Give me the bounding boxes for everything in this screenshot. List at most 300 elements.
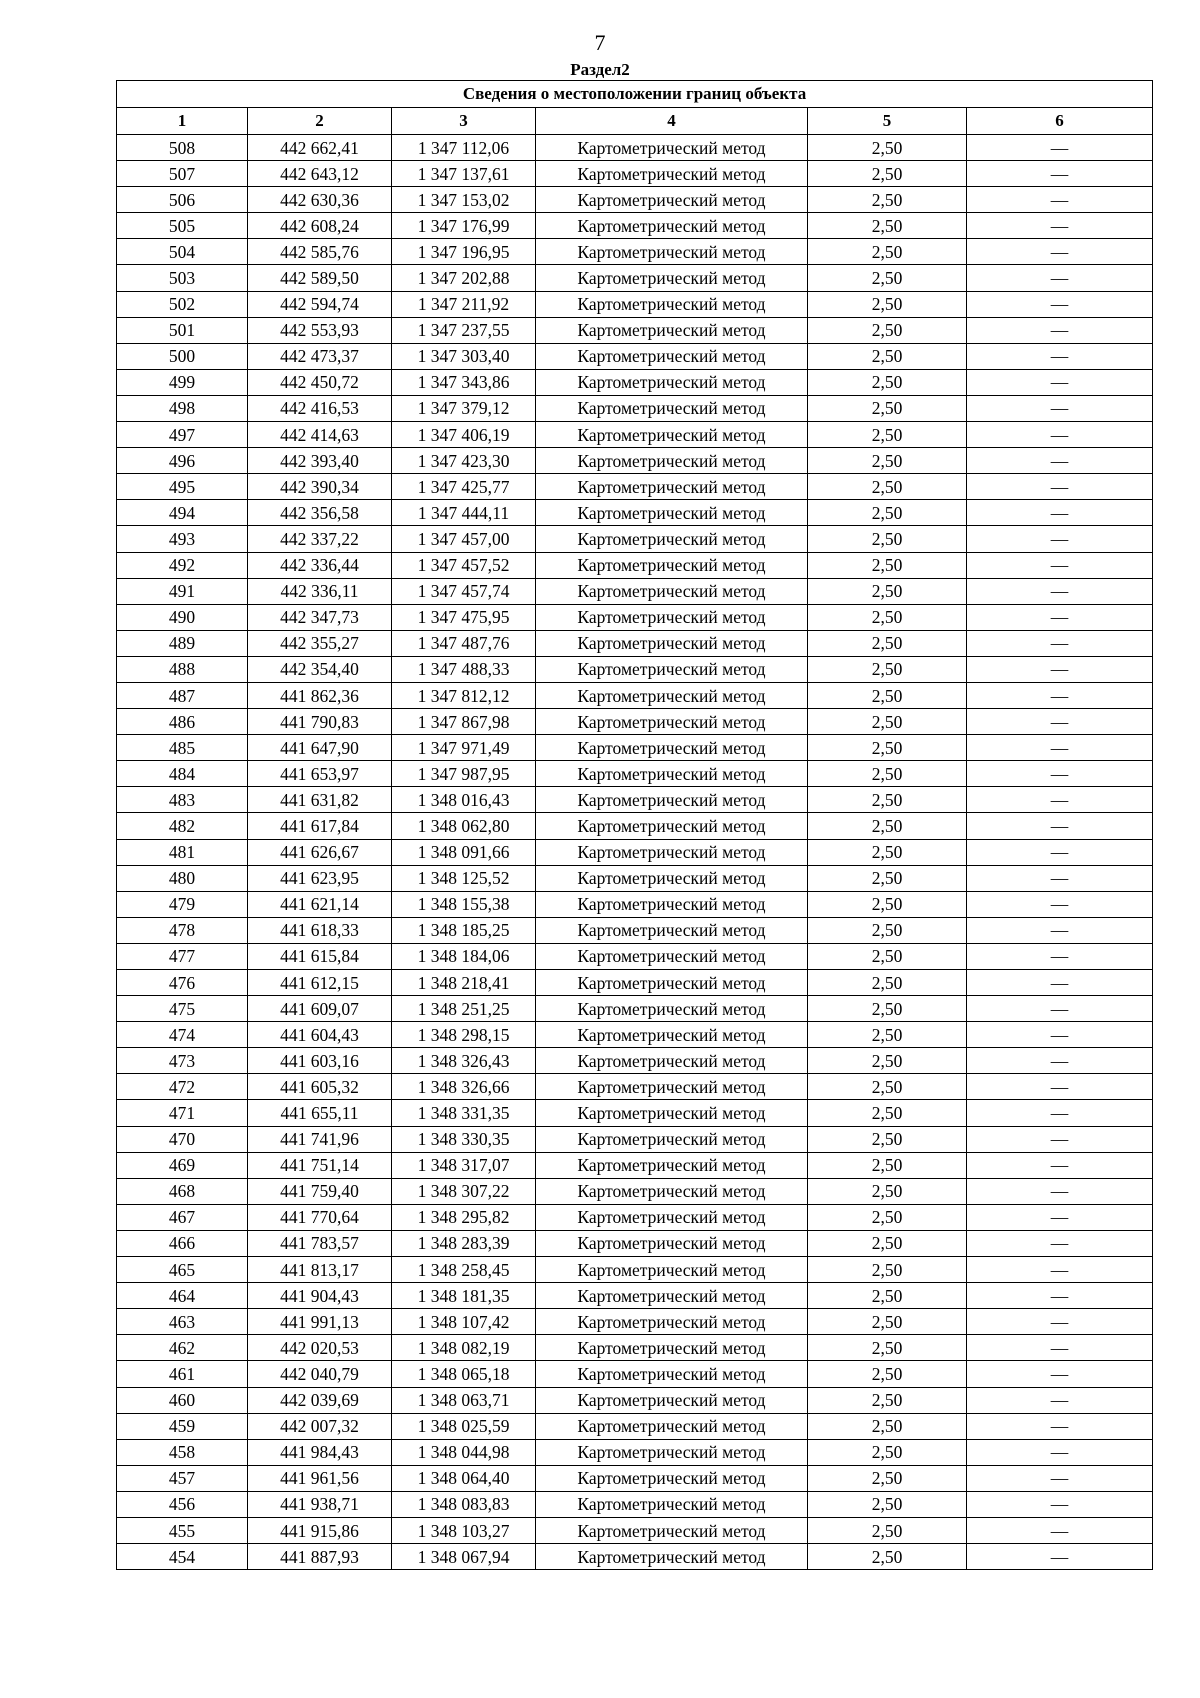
point-number-cell: 470	[117, 1126, 248, 1152]
x-coordinate-cell: 441 647,90	[248, 735, 392, 761]
description-cell: —	[967, 187, 1153, 213]
method-cell: Картометрический метод	[536, 1100, 808, 1126]
description-cell: —	[967, 1335, 1153, 1361]
y-coordinate-cell: 1 348 107,42	[392, 1309, 536, 1335]
section-title: Раздел2	[570, 60, 630, 79]
accuracy-cell: 2,50	[808, 552, 967, 578]
method-cell: Картометрический метод	[536, 1022, 808, 1048]
description-cell: —	[967, 1465, 1153, 1491]
accuracy-cell: 2,50	[808, 578, 967, 604]
y-coordinate-cell: 1 348 064,40	[392, 1465, 536, 1491]
y-coordinate-cell: 1 348 184,06	[392, 943, 536, 969]
x-coordinate-cell: 441 984,43	[248, 1439, 392, 1465]
description-cell: —	[967, 369, 1153, 395]
method-cell: Картометрический метод	[536, 1361, 808, 1387]
table-row	[117, 1413, 1153, 1439]
method-cell: Картометрический метод	[536, 1517, 808, 1543]
accuracy-cell: 2,50	[808, 448, 967, 474]
accuracy-cell: 2,50	[808, 1491, 967, 1517]
table-row	[117, 970, 1153, 996]
x-coordinate-cell: 442 594,74	[248, 291, 392, 317]
table-row	[117, 709, 1153, 735]
y-coordinate-cell: 1 347 211,92	[392, 291, 536, 317]
point-number-cell: 496	[117, 448, 248, 474]
table-row	[117, 213, 1153, 239]
point-number-cell: 458	[117, 1439, 248, 1465]
accuracy-cell: 2,50	[808, 1178, 967, 1204]
x-coordinate-cell: 442 450,72	[248, 369, 392, 395]
y-coordinate-cell: 1 348 330,35	[392, 1126, 536, 1152]
description-cell: —	[967, 787, 1153, 813]
y-coordinate-cell: 1 347 487,76	[392, 630, 536, 656]
point-number-cell: 486	[117, 709, 248, 735]
accuracy-cell: 2,50	[808, 474, 967, 500]
y-coordinate-cell: 1 347 303,40	[392, 343, 536, 369]
accuracy-cell: 2,50	[808, 1048, 967, 1074]
x-coordinate-cell: 442 390,34	[248, 474, 392, 500]
table-row	[117, 604, 1153, 630]
accuracy-cell: 2,50	[808, 917, 967, 943]
y-coordinate-cell: 1 347 444,11	[392, 500, 536, 526]
method-cell: Картометрический метод	[536, 1413, 808, 1439]
method-cell: Картометрический метод	[536, 604, 808, 630]
method-cell: Картометрический метод	[536, 343, 808, 369]
point-number-cell: 460	[117, 1387, 248, 1413]
accuracy-cell: 2,50	[808, 1074, 967, 1100]
point-number-cell: 495	[117, 474, 248, 500]
point-number-cell: 502	[117, 291, 248, 317]
y-coordinate-cell: 1 348 016,43	[392, 787, 536, 813]
y-coordinate-cell: 1 347 488,33	[392, 656, 536, 682]
x-coordinate-cell: 442 662,41	[248, 135, 392, 161]
table-row	[117, 1074, 1153, 1100]
table-row	[117, 1204, 1153, 1230]
point-number-cell: 465	[117, 1257, 248, 1283]
point-number-cell: 489	[117, 630, 248, 656]
method-cell: Картометрический метод	[536, 943, 808, 969]
accuracy-cell: 2,50	[808, 682, 967, 708]
y-coordinate-cell: 1 348 326,43	[392, 1048, 536, 1074]
description-cell: —	[967, 1257, 1153, 1283]
y-coordinate-cell: 1 347 457,74	[392, 578, 536, 604]
y-coordinate-cell: 1 348 083,83	[392, 1491, 536, 1517]
table-row	[117, 552, 1153, 578]
accuracy-cell: 2,50	[808, 839, 967, 865]
x-coordinate-cell: 442 589,50	[248, 265, 392, 291]
point-number-cell: 505	[117, 213, 248, 239]
method-cell: Картометрический метод	[536, 474, 808, 500]
point-number-cell: 471	[117, 1100, 248, 1126]
x-coordinate-cell: 442 347,73	[248, 604, 392, 630]
point-number-cell: 499	[117, 369, 248, 395]
table-row	[117, 291, 1153, 317]
accuracy-cell: 2,50	[808, 213, 967, 239]
y-coordinate-cell: 1 348 251,25	[392, 996, 536, 1022]
accuracy-cell: 2,50	[808, 1126, 967, 1152]
x-coordinate-cell: 442 356,58	[248, 500, 392, 526]
description-cell: —	[967, 1439, 1153, 1465]
description-cell: —	[967, 1100, 1153, 1126]
point-number-cell: 504	[117, 239, 248, 265]
table-row	[117, 343, 1153, 369]
accuracy-cell: 2,50	[808, 1361, 967, 1387]
description-cell: —	[967, 317, 1153, 343]
description-cell: —	[967, 1074, 1153, 1100]
y-coordinate-cell: 1 348 091,66	[392, 839, 536, 865]
table-row	[117, 1387, 1153, 1413]
method-cell: Картометрический метод	[536, 1152, 808, 1178]
point-number-cell: 454	[117, 1544, 248, 1570]
y-coordinate-cell: 1 348 283,39	[392, 1230, 536, 1256]
point-number-cell: 473	[117, 1048, 248, 1074]
point-number-cell: 457	[117, 1465, 248, 1491]
y-coordinate-cell: 1 347 423,30	[392, 448, 536, 474]
method-cell: Картометрический метод	[536, 526, 808, 552]
point-number-cell: 478	[117, 917, 248, 943]
y-coordinate-cell: 1 348 067,94	[392, 1544, 536, 1570]
accuracy-cell: 2,50	[808, 265, 967, 291]
table-caption-row	[117, 81, 1153, 108]
point-number-cell: 479	[117, 891, 248, 917]
x-coordinate-cell: 442 354,40	[248, 656, 392, 682]
method-cell: Картометрический метод	[536, 1126, 808, 1152]
accuracy-cell: 2,50	[808, 1283, 967, 1309]
accuracy-cell: 2,50	[808, 1257, 967, 1283]
table-row	[117, 656, 1153, 682]
method-cell: Картометрический метод	[536, 1439, 808, 1465]
method-cell: Картометрический метод	[536, 1283, 808, 1309]
description-cell: —	[967, 239, 1153, 265]
y-coordinate-cell: 1 347 112,06	[392, 135, 536, 161]
method-cell: Картометрический метод	[536, 578, 808, 604]
accuracy-cell: 2,50	[808, 630, 967, 656]
x-coordinate-cell: 441 904,43	[248, 1283, 392, 1309]
x-coordinate-cell: 442 585,76	[248, 239, 392, 265]
table-row	[117, 161, 1153, 187]
x-coordinate-cell: 442 336,11	[248, 578, 392, 604]
accuracy-cell: 2,50	[808, 161, 967, 187]
method-cell: Картометрический метод	[536, 239, 808, 265]
table-row	[117, 1126, 1153, 1152]
method-cell: Картометрический метод	[536, 1309, 808, 1335]
method-cell: Картометрический метод	[536, 1048, 808, 1074]
point-number-cell: 498	[117, 395, 248, 421]
x-coordinate-cell: 441 770,64	[248, 1204, 392, 1230]
accuracy-cell: 2,50	[808, 1230, 967, 1256]
table-row	[117, 735, 1153, 761]
y-coordinate-cell: 1 347 379,12	[392, 395, 536, 421]
point-number-cell: 464	[117, 1283, 248, 1309]
description-cell: —	[967, 448, 1153, 474]
table-row	[117, 839, 1153, 865]
method-cell: Картометрический метод	[536, 1335, 808, 1361]
method-cell: Картометрический метод	[536, 161, 808, 187]
method-cell: Картометрический метод	[536, 865, 808, 891]
accuracy-cell: 2,50	[808, 239, 967, 265]
x-coordinate-cell: 442 393,40	[248, 448, 392, 474]
description-cell: —	[967, 682, 1153, 708]
method-cell: Картометрический метод	[536, 448, 808, 474]
x-coordinate-cell: 441 631,82	[248, 787, 392, 813]
accuracy-cell: 2,50	[808, 865, 967, 891]
method-cell: Картометрический метод	[536, 395, 808, 421]
table-row	[117, 630, 1153, 656]
table-row	[117, 917, 1153, 943]
y-coordinate-cell: 1 347 971,49	[392, 735, 536, 761]
method-cell: Картометрический метод	[536, 213, 808, 239]
y-coordinate-cell: 1 348 218,41	[392, 970, 536, 996]
table-row	[117, 1152, 1153, 1178]
y-coordinate-cell: 1 348 331,35	[392, 1100, 536, 1126]
description-cell: —	[967, 970, 1153, 996]
point-number-cell: 467	[117, 1204, 248, 1230]
accuracy-cell: 2,50	[808, 891, 967, 917]
point-number-cell: 480	[117, 865, 248, 891]
point-number-cell: 475	[117, 996, 248, 1022]
method-cell: Картометрический метод	[536, 839, 808, 865]
table-row	[117, 1257, 1153, 1283]
method-cell: Картометрический метод	[536, 317, 808, 343]
description-cell: —	[967, 761, 1153, 787]
table-row	[117, 369, 1153, 395]
method-cell: Картометрический метод	[536, 552, 808, 578]
x-coordinate-cell: 442 553,93	[248, 317, 392, 343]
description-cell: —	[967, 552, 1153, 578]
y-coordinate-cell: 1 347 153,02	[392, 187, 536, 213]
description-cell: —	[967, 422, 1153, 448]
accuracy-cell: 2,50	[808, 422, 967, 448]
table-row	[117, 578, 1153, 604]
description-cell: —	[967, 1230, 1153, 1256]
column-header: 3	[392, 108, 536, 135]
method-cell: Картометрический метод	[536, 917, 808, 943]
method-cell: Картометрический метод	[536, 500, 808, 526]
x-coordinate-cell: 442 337,22	[248, 526, 392, 552]
accuracy-cell: 2,50	[808, 1465, 967, 1491]
method-cell: Картометрический метод	[536, 1491, 808, 1517]
y-coordinate-cell: 1 348 181,35	[392, 1283, 536, 1309]
accuracy-cell: 2,50	[808, 656, 967, 682]
description-cell: —	[967, 1152, 1153, 1178]
description-cell: —	[967, 1126, 1153, 1152]
x-coordinate-cell: 441 783,57	[248, 1230, 392, 1256]
x-coordinate-cell: 441 887,93	[248, 1544, 392, 1570]
table-row	[117, 943, 1153, 969]
accuracy-cell: 2,50	[808, 317, 967, 343]
description-cell: —	[967, 839, 1153, 865]
y-coordinate-cell: 1 348 025,59	[392, 1413, 536, 1439]
x-coordinate-cell: 441 626,67	[248, 839, 392, 865]
description-cell: —	[967, 891, 1153, 917]
point-number-cell: 503	[117, 265, 248, 291]
x-coordinate-cell: 441 618,33	[248, 917, 392, 943]
x-coordinate-cell: 442 020,53	[248, 1335, 392, 1361]
y-coordinate-cell: 1 347 457,52	[392, 552, 536, 578]
description-cell: —	[967, 656, 1153, 682]
point-number-cell: 476	[117, 970, 248, 996]
x-coordinate-cell: 441 751,14	[248, 1152, 392, 1178]
accuracy-cell: 2,50	[808, 970, 967, 996]
description-cell: —	[967, 135, 1153, 161]
point-number-cell: 485	[117, 735, 248, 761]
table-row	[117, 1022, 1153, 1048]
table-row	[117, 996, 1153, 1022]
y-coordinate-cell: 1 347 425,77	[392, 474, 536, 500]
description-cell: —	[967, 813, 1153, 839]
point-number-cell: 482	[117, 813, 248, 839]
table-row	[117, 1491, 1153, 1517]
x-coordinate-cell: 441 915,86	[248, 1517, 392, 1543]
accuracy-cell: 2,50	[808, 1204, 967, 1230]
column-header: 1	[117, 108, 248, 135]
accuracy-cell: 2,50	[808, 369, 967, 395]
y-coordinate-cell: 1 347 196,95	[392, 239, 536, 265]
y-coordinate-cell: 1 347 457,00	[392, 526, 536, 552]
x-coordinate-cell: 442 473,37	[248, 343, 392, 369]
method-cell: Картометрический метод	[536, 187, 808, 213]
description-cell: —	[967, 1283, 1153, 1309]
y-coordinate-cell: 1 348 185,25	[392, 917, 536, 943]
point-number-cell: 474	[117, 1022, 248, 1048]
y-coordinate-cell: 1 347 475,95	[392, 604, 536, 630]
x-coordinate-cell: 441 653,97	[248, 761, 392, 787]
table-row	[117, 865, 1153, 891]
table-row	[117, 1048, 1153, 1074]
accuracy-cell: 2,50	[808, 395, 967, 421]
description-cell: —	[967, 735, 1153, 761]
y-coordinate-cell: 1 348 065,18	[392, 1361, 536, 1387]
y-coordinate-cell: 1 348 317,07	[392, 1152, 536, 1178]
description-cell: —	[967, 500, 1153, 526]
point-number-cell: 506	[117, 187, 248, 213]
description-cell: —	[967, 865, 1153, 891]
y-coordinate-cell: 1 348 125,52	[392, 865, 536, 891]
description-cell: —	[967, 1491, 1153, 1517]
description-cell: —	[967, 1517, 1153, 1543]
column-header-row	[117, 108, 1153, 135]
method-cell: Картометрический метод	[536, 813, 808, 839]
point-number-cell: 492	[117, 552, 248, 578]
method-cell: Картометрический метод	[536, 891, 808, 917]
y-coordinate-cell: 1 348 044,98	[392, 1439, 536, 1465]
y-coordinate-cell: 1 347 343,86	[392, 369, 536, 395]
table-row	[117, 761, 1153, 787]
x-coordinate-cell: 441 938,71	[248, 1491, 392, 1517]
y-coordinate-cell: 1 347 812,12	[392, 682, 536, 708]
page-number: 7	[594, 30, 606, 55]
accuracy-cell: 2,50	[808, 1022, 967, 1048]
x-coordinate-cell: 441 991,13	[248, 1309, 392, 1335]
description-cell: —	[967, 526, 1153, 552]
accuracy-cell: 2,50	[808, 1413, 967, 1439]
point-number-cell: 501	[117, 317, 248, 343]
y-coordinate-cell: 1 348 103,27	[392, 1517, 536, 1543]
table-row	[117, 1178, 1153, 1204]
point-number-cell: 461	[117, 1361, 248, 1387]
y-coordinate-cell: 1 348 258,45	[392, 1257, 536, 1283]
y-coordinate-cell: 1 347 406,19	[392, 422, 536, 448]
method-cell: Картометрический метод	[536, 1230, 808, 1256]
description-cell: —	[967, 343, 1153, 369]
column-header: 2	[248, 108, 392, 135]
x-coordinate-cell: 441 862,36	[248, 682, 392, 708]
boundary-coordinates-table	[116, 80, 1153, 1570]
description-cell: —	[967, 1048, 1153, 1074]
description-cell: —	[967, 1413, 1153, 1439]
method-cell: Картометрический метод	[536, 682, 808, 708]
y-coordinate-cell: 1 347 987,95	[392, 761, 536, 787]
accuracy-cell: 2,50	[808, 604, 967, 630]
point-number-cell: 477	[117, 943, 248, 969]
method-cell: Картометрический метод	[536, 422, 808, 448]
x-coordinate-cell: 442 355,27	[248, 630, 392, 656]
table-row	[117, 317, 1153, 343]
description-cell: —	[967, 604, 1153, 630]
accuracy-cell: 2,50	[808, 735, 967, 761]
point-number-cell: 459	[117, 1413, 248, 1439]
accuracy-cell: 2,50	[808, 1387, 967, 1413]
method-cell: Картометрический метод	[536, 787, 808, 813]
accuracy-cell: 2,50	[808, 1517, 967, 1543]
description-cell: —	[967, 1022, 1153, 1048]
point-number-cell: 456	[117, 1491, 248, 1517]
table-row	[117, 526, 1153, 552]
x-coordinate-cell: 441 961,56	[248, 1465, 392, 1491]
x-coordinate-cell: 442 040,79	[248, 1361, 392, 1387]
table-row	[117, 891, 1153, 917]
description-cell: —	[967, 917, 1153, 943]
method-cell: Картометрический метод	[536, 1465, 808, 1491]
x-coordinate-cell: 441 615,84	[248, 943, 392, 969]
table-row	[117, 1439, 1153, 1465]
x-coordinate-cell: 441 612,15	[248, 970, 392, 996]
method-cell: Картометрический метод	[536, 1204, 808, 1230]
method-cell: Картометрический метод	[536, 1178, 808, 1204]
point-number-cell: 472	[117, 1074, 248, 1100]
method-cell: Картометрический метод	[536, 1544, 808, 1570]
accuracy-cell: 2,50	[808, 343, 967, 369]
table-row	[117, 1517, 1153, 1543]
point-number-cell: 494	[117, 500, 248, 526]
accuracy-cell: 2,50	[808, 500, 967, 526]
accuracy-cell: 2,50	[808, 1544, 967, 1570]
x-coordinate-cell: 441 621,14	[248, 891, 392, 917]
accuracy-cell: 2,50	[808, 813, 967, 839]
accuracy-cell: 2,50	[808, 787, 967, 813]
point-number-cell: 487	[117, 682, 248, 708]
table-row	[117, 395, 1153, 421]
method-cell: Картометрический метод	[536, 996, 808, 1022]
x-coordinate-cell: 441 790,83	[248, 709, 392, 735]
table-body	[117, 135, 1153, 1570]
accuracy-cell: 2,50	[808, 709, 967, 735]
description-cell: —	[967, 1204, 1153, 1230]
point-number-cell: 481	[117, 839, 248, 865]
table-row	[117, 187, 1153, 213]
table-row	[117, 1335, 1153, 1361]
method-cell: Картометрический метод	[536, 291, 808, 317]
y-coordinate-cell: 1 348 326,66	[392, 1074, 536, 1100]
accuracy-cell: 2,50	[808, 1309, 967, 1335]
accuracy-cell: 2,50	[808, 1100, 967, 1126]
column-header: 6	[967, 108, 1153, 135]
table-row	[117, 135, 1153, 161]
table-row	[117, 422, 1153, 448]
point-number-cell: 463	[117, 1309, 248, 1335]
table-row	[117, 1465, 1153, 1491]
point-number-cell: 484	[117, 761, 248, 787]
point-number-cell: 488	[117, 656, 248, 682]
